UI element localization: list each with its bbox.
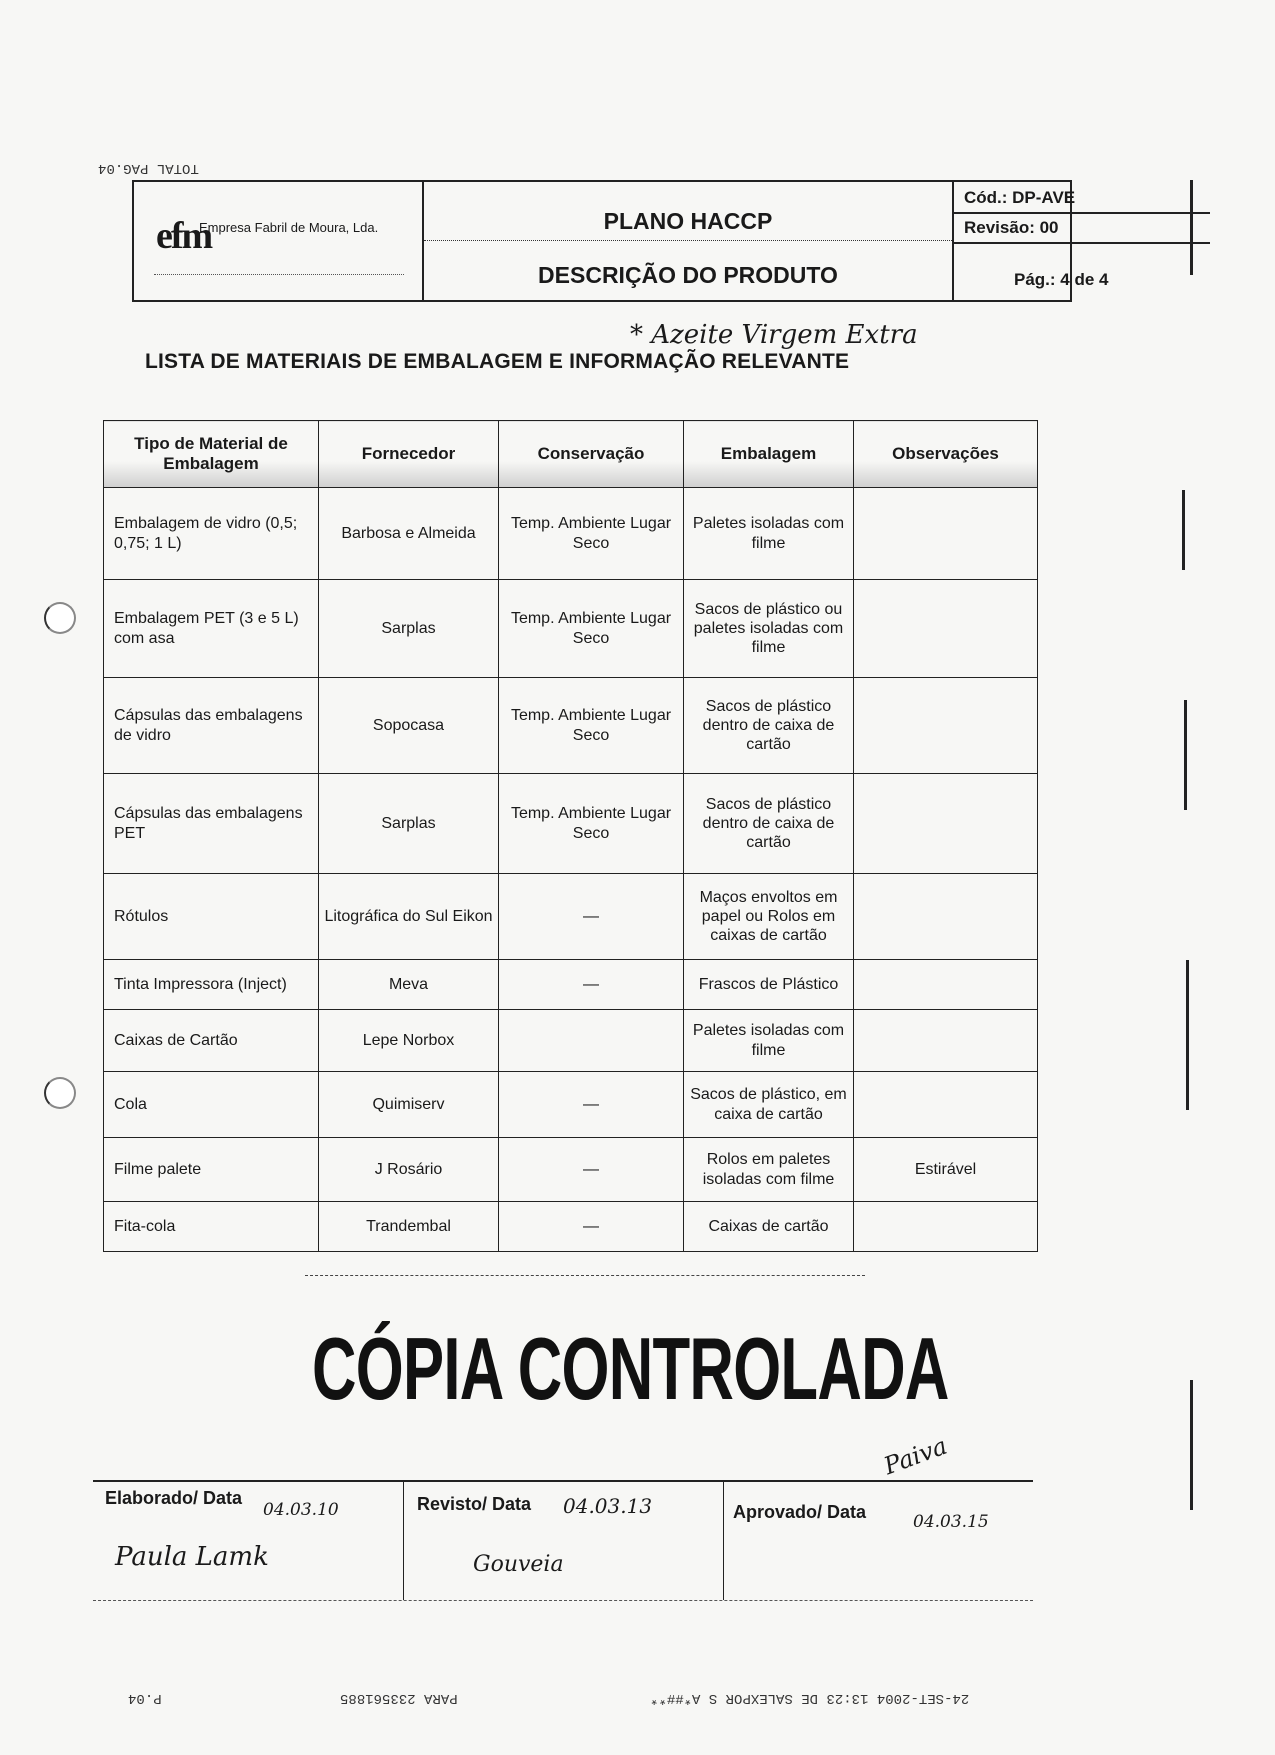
observations-cell xyxy=(854,960,1038,1010)
material-cell: Cápsulas das embalagens de vidro xyxy=(104,678,319,774)
packaging-cell: Maços envoltos em papel ou Rolos em caixas de cartão xyxy=(684,874,854,960)
table-row xyxy=(104,960,1038,1010)
meta-cell xyxy=(954,182,1109,300)
handwritten-product-note: * Azeite Virgem Extra xyxy=(630,320,918,350)
scan-edge-line xyxy=(1186,960,1189,1110)
fax-sender-timestamp: 24-SET-2004 13:23 DE SALEXPOR S A*##** xyxy=(650,1690,970,1706)
table-row xyxy=(104,488,1038,580)
supplier-cell: Trandembal xyxy=(319,1202,499,1252)
elaborado-date: 04.03.10 xyxy=(263,1500,339,1520)
conservation-cell: Temp. Ambiente Lugar Seco xyxy=(499,678,684,774)
punch-hole-bottom xyxy=(44,1077,76,1109)
company-name: Empresa Fabril de Moura, Lda. xyxy=(199,220,379,235)
packaging-cell: Paletes isoladas com filme xyxy=(684,1010,854,1072)
table-row xyxy=(104,874,1038,960)
scan-edge-line xyxy=(1182,490,1185,570)
company-logo: efm xyxy=(156,215,212,257)
table-row xyxy=(104,1072,1038,1138)
elaborado-signature: Paula Lamk xyxy=(115,1542,269,1572)
packaging-cell: Rolos em paletes isoladas com filme xyxy=(684,1138,854,1202)
observations-cell xyxy=(854,1202,1038,1252)
fax-recipient: PARA 233561885 xyxy=(340,1690,458,1706)
supplier-cell: Quimiserv xyxy=(319,1072,499,1138)
column-header: Fornecedor xyxy=(319,421,499,488)
page-number: Pág.: 4 de 4 xyxy=(1014,270,1109,289)
logo-cell xyxy=(134,182,424,300)
scan-edge-line xyxy=(1184,700,1187,810)
aprovado-label: Aprovado/ Data xyxy=(733,1502,867,1522)
conservation-cell xyxy=(499,1010,684,1072)
revisto-label: Revisto/ Data xyxy=(417,1494,532,1514)
conservation-cell: — xyxy=(499,1138,684,1202)
fax-page-number: P.04 xyxy=(128,1690,162,1706)
signature-box xyxy=(93,1431,1033,1601)
supplier-cell: Meva xyxy=(319,960,499,1010)
revisto-date: 04.03.13 xyxy=(563,1494,653,1518)
material-cell: Cápsulas das embalagens PET xyxy=(104,774,319,874)
table-row xyxy=(104,1202,1038,1252)
material-cell: Cola xyxy=(104,1072,319,1138)
column-header: Conservação xyxy=(499,421,684,488)
conservation-cell: Temp. Ambiente Lugar Seco xyxy=(499,774,684,874)
observations-cell xyxy=(854,678,1038,774)
supplier-cell: Lepe Norbox xyxy=(319,1010,499,1072)
material-cell: Filme palete xyxy=(104,1138,319,1202)
document-header xyxy=(132,180,1109,302)
meta-divider xyxy=(954,242,1210,244)
column-header: Embalagem xyxy=(684,421,854,488)
supplier-cell: Sopocasa xyxy=(319,678,499,774)
scan-edge-line xyxy=(1190,1380,1193,1510)
signature-divider xyxy=(723,1482,724,1600)
supplier-cell: Sarplas xyxy=(319,580,499,678)
table-row xyxy=(104,1138,1038,1202)
material-cell: Embalagem PET (3 e 5 L) com asa xyxy=(104,580,319,678)
column-header: Tipo de Material de Embalagem xyxy=(104,421,319,488)
observations-cell xyxy=(854,1072,1038,1138)
packaging-cell: Frascos de Plástico xyxy=(684,960,854,1010)
conservation-cell: Temp. Ambiente Lugar Seco xyxy=(499,488,684,580)
observations-cell: Estirável xyxy=(854,1138,1038,1202)
conservation-cell: — xyxy=(499,960,684,1010)
fax-total-pages: TOTAL PAG.04 xyxy=(98,160,199,176)
title-cell xyxy=(424,182,954,300)
packaging-cell: Sacos de plástico ou paletes isoladas com filme xyxy=(684,580,854,678)
table-header-row xyxy=(104,421,1038,488)
document-code: Cód.: DP-AVE xyxy=(964,188,1076,207)
conservation-cell: — xyxy=(499,1072,684,1138)
packaging-cell: Sacos de plástico, em caixa de cartão xyxy=(684,1072,854,1138)
punch-hole-top xyxy=(44,602,76,634)
conservation-cell: — xyxy=(499,1202,684,1252)
table-row xyxy=(104,1010,1038,1072)
observations-cell xyxy=(854,874,1038,960)
packaging-cell: Sacos de plástico dentro de caixa de cartão xyxy=(684,678,854,774)
table-row xyxy=(104,774,1038,874)
column-header: Observações xyxy=(854,421,1038,488)
stamp-frame xyxy=(305,1275,865,1276)
material-cell: Tinta Impressora (Inject) xyxy=(104,960,319,1010)
packaging-cell: Caixas de cartão xyxy=(684,1202,854,1252)
material-cell: Embalagem de vidro (0,5; 0,75; 1 L) xyxy=(104,488,319,580)
packaging-cell: Sacos de plástico dentro de caixa de cartão xyxy=(684,774,854,874)
table-row xyxy=(104,678,1038,774)
conservation-cell: — xyxy=(499,874,684,960)
observations-cell xyxy=(854,580,1038,678)
packaging-cell: Paletes isoladas com filme xyxy=(684,488,854,580)
aprovado-date: 04.03.15 xyxy=(913,1512,989,1532)
observations-cell xyxy=(854,774,1038,874)
revisto-signature: Gouveia xyxy=(473,1552,564,1577)
supplier-cell: Barbosa e Almeida xyxy=(319,488,499,580)
section-title: DESCRIÇÃO DO PRODUTO xyxy=(538,262,838,288)
page-title: LISTA DE MATERIAIS DE EMBALAGEM E INFORMAÇÃO RELEVANTE xyxy=(145,350,850,373)
conservation-cell: Temp. Ambiente Lugar Seco xyxy=(499,580,684,678)
observations-cell xyxy=(854,1010,1038,1072)
scan-edge-line xyxy=(1190,180,1193,275)
table-row xyxy=(104,580,1038,678)
supplier-cell: J Rosário xyxy=(319,1138,499,1202)
signature-divider xyxy=(403,1482,404,1600)
material-cell: Caixas de Cartão xyxy=(104,1010,319,1072)
controlled-copy-stamp: CÓPIA CONTROLADA xyxy=(312,1319,949,1418)
supplier-cell: Litográfica do Sul Eikon xyxy=(319,874,499,960)
revision-number: Revisão: 00 xyxy=(964,218,1059,237)
elaborado-label: Elaborado/ Data xyxy=(105,1488,243,1508)
meta-divider xyxy=(954,212,1210,214)
material-cell: Rótulos xyxy=(104,874,319,960)
title-divider xyxy=(424,240,952,241)
supplier-cell: Sarplas xyxy=(319,774,499,874)
logo-dotted-rule xyxy=(154,274,404,275)
packaging-materials-table xyxy=(103,420,1038,1252)
material-cell: Fita-cola xyxy=(104,1202,319,1252)
observations-cell xyxy=(854,488,1038,580)
plan-title: PLANO HACCP xyxy=(603,208,773,234)
aprovado-signature: Paiva xyxy=(880,1431,951,1481)
